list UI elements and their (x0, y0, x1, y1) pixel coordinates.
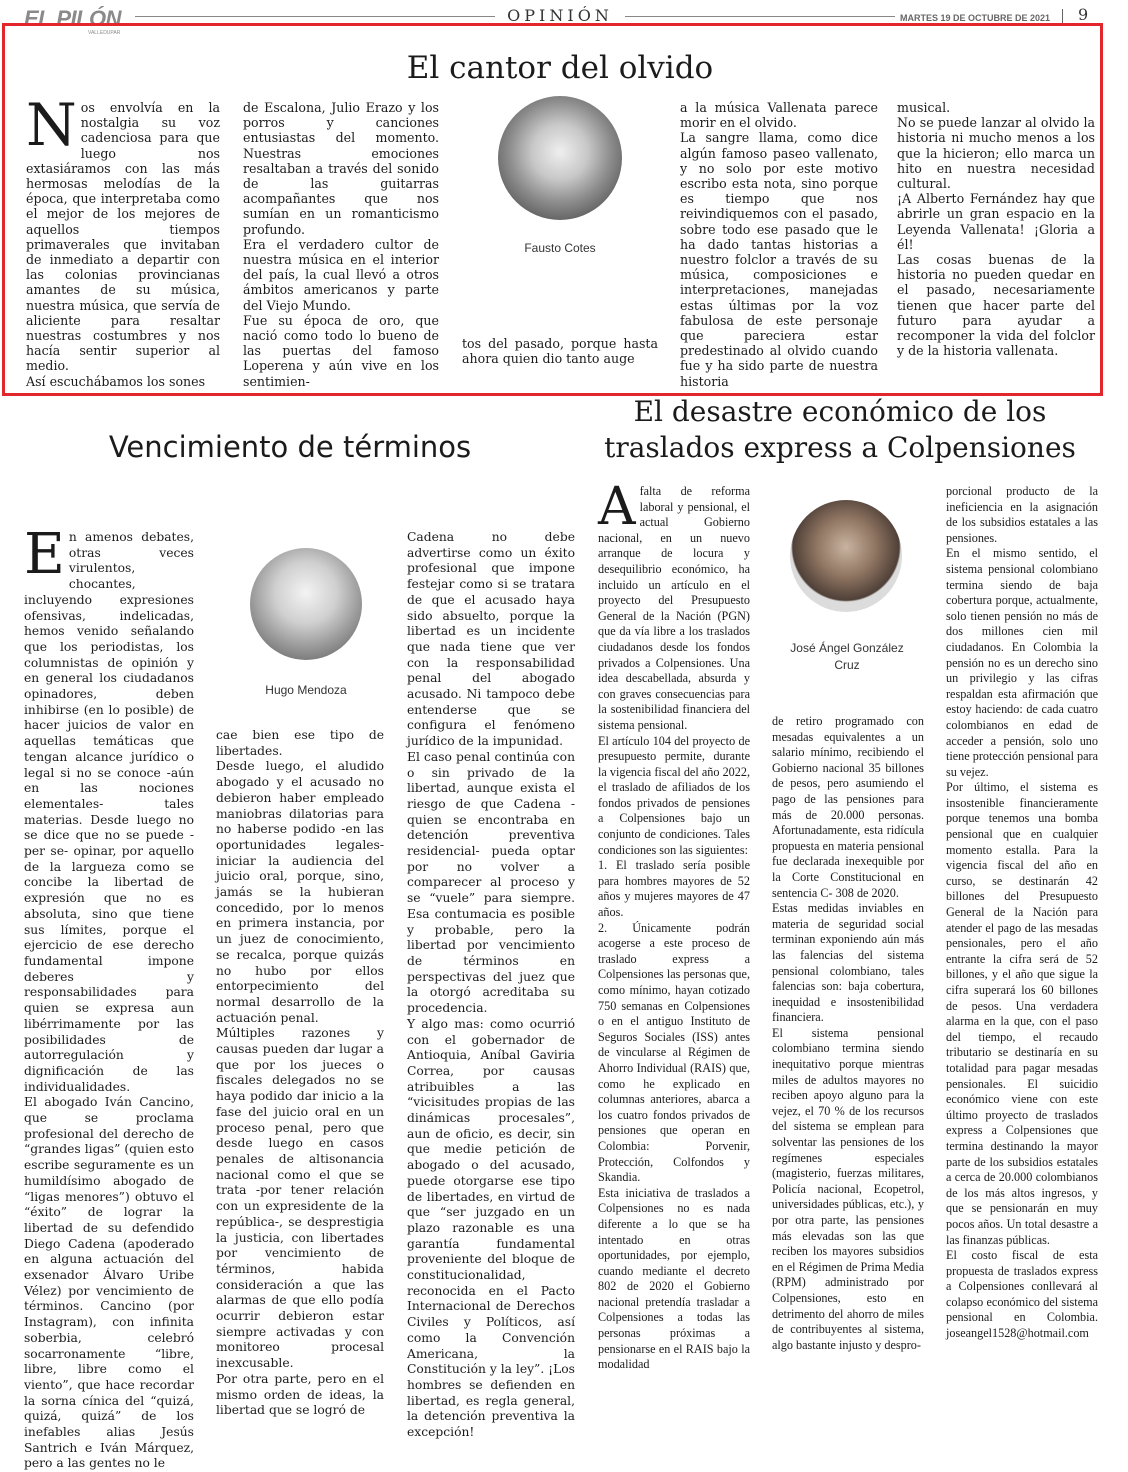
article-column (24, 522, 194, 1471)
author-photo (498, 96, 622, 220)
paragraph: 1. El traslado sería posible para hombres mayores de 52 años y mujeres mayores de 47 años. (598, 858, 750, 920)
paragraph: Las cosas buenas de la historia no pueden quedar en el pasado, necesariamente tienen que hacer parte del futuro para ayudar a recomponer la vida del folclor y de la historia vallenata. (897, 252, 1095, 359)
article-column (243, 100, 439, 389)
article-column (26, 91, 220, 389)
author-photo (250, 548, 362, 660)
paragraph: musical. (897, 100, 951, 115)
logo: EL PILÓN (24, 6, 122, 31)
paragraph: de Escalona, Julio Erazo y los porros y canciones entusiastas del momento. Nuestras emociones resaltaban a través del sonido de las guitarras acompañantes que nos sumían en un romanticismo profundo. (243, 100, 439, 237)
paragraph: El costo fiscal de esta propuesta de traslados express a Colpensiones conllevará al colapso económico del sistema pensional en Colombia. joseangel1528@hotmail.com (946, 1248, 1098, 1341)
author-name: José Ángel González Cruz (790, 641, 904, 672)
paragraph: Cadena no debe advertirse como un éxito profesional que impone festejar como si se tratara de que el acusado haya sido absuelto, porque la libertad es un incidente que nada tiene que ver con la responsabilidad penal del abogado acusado. Ni tampoco debe entenderse que se configura el fenómeno jurídico de la impunidad. (407, 530, 575, 749)
paragraph: Así escuchábamos los sones (26, 373, 206, 389)
paragraph: de retiro programado con mesadas equivalentes a un salario mínimo, recibiendo el Gobierno nacional 35 billones de pesos, pero asumiendo el pago de las pensiones para más de 20.000 personas. Afortunadamente, esta ridícula propuesta en materia pensional fue declarada inexequible por la Corte Constitucional en sentencia C- 308 de 2020. (772, 714, 924, 900)
drop-cap: N (26, 91, 77, 159)
paragraph: No se puede lanzar al olvido la historia ni mucho menos a los que la hicieron; ello marca un hito en nuestra necesidad cultural. (897, 115, 1095, 192)
paragraph: Y algo mas: como ocurrió con el gobernador de Antioquia, Aníbal Gaviria Correa, por causas atribuibles a las “vicisitudes propias de las dinámicas procesales”, aun de oficio, es decir, sin que medie petición de abogado o del acusado, puede otorgarse ese tipo de libertades, en virtud de que “ser juzgado en un plazo razonable es una garantía fundamental proveniente del bloque de constitucionalidad, reconocida en el Pacto Internacional de Derechos Civiles y Políticos, así como la Convención Americana, la Constitución y la ley”. ¡Los hombres se defienden en libertad, es regla general, la detención preventiva la excepción! (407, 1016, 575, 1440)
paragraph: Era el verdadero cultor de nuestra música en el interior del país, la cual llevó a otros ámbitos americanos y parte del Viejo Mundo. (243, 236, 439, 313)
paragraph: Múltiples razones y causas pueden dar lugar a que por los jueces o fiscales delegados no se haya podido dar inicio a la fase del juicio oral en un proceso penal, pero que desde luego en casos penales de altisonancia nacional como el que se trata -por tener relación con un expresidente de la república-, se desprestigia la justicia, con libertades por vencimiento de términos, habida consideración a que las alarmas de que ello podía ocurrir debieron estar siempre activadas y con monitoreo procesal inexcusable. (216, 1026, 384, 1371)
drop-cap: E (24, 522, 65, 587)
author-photo (790, 500, 902, 612)
issue-date: MARTES 19 DE OCTUBRE DE 2021 (900, 13, 1051, 23)
article-title-line: El desastre económico de los (633, 395, 1047, 428)
author-name: Hugo Mendoza (265, 683, 347, 697)
paragraph: El abogado Iván Cancino, que se proclama profesional del derecho de “grandes ligas” (quien esto escribe seguramente es un humildísimo abogado de “ligas menores”) obtuvo el “éxito” de lograr la libertad de su defendido Diego Cadena (apoderado en alguna actuación del exsenador Álvaro Uribe Vélez) por vencimiento de términos. Cancino (por Instagram), con infinita soberbia, celebró socarronamente “libre, libre, libre como el viento”, que hace recordar la sorna cínica del “quizá, quizá, quizá” de los inefables alias Jesús Santrich e Iván Márquez, pero a las gentes no le (24, 1095, 194, 1471)
drop-cap: A (598, 477, 636, 537)
paragraph: porcional producto de la ineficiencia en la asignación de los subsidios estatales a las pensiones. (946, 484, 1098, 545)
paragraph: Estas medidas inviables en materia de seguridad social terminan exponiendo aún más las falencias del sistema pensional colombiano, tales falencias son: baja cobertura, inequidad e insostenibilidad financiera. (772, 901, 924, 1025)
paragraph: 2. Únicamente podrán acogerse a este proceso de traslado express a Colpensiones las personas que, como mínimo, hayan cotizado 750 semanas en Colpensiones o en el antiguo Instituto de Seguros Sociales (ISS) antes de vincularse al Régimen de Ahorro Individual (RAIS) que, como he explicado en columnas anteriores, abarca a los cuatro fondos privados de pensiones que operan en Colombia: Porvenir, Protección, Colfondos y Skandia. (598, 920, 750, 1185)
paragraph: Esta iniciativa de traslados a Colpensiones no es nada diferente a lo que se ha intentado en otras oportunidades, por ejemplo, cuando mediante el decreto 802 de 2020 el Gobierno nacional pretendía trasladar a Colpensiones a todas las personas próximas a pensionarse en el RAIS bajo la modalidad (598, 1185, 750, 1372)
paragraph: Fue su época de oro, que nació como todo lo bueno de las puertas del famoso Loperena y aún vive en los sentimien- (243, 312, 439, 389)
paragraph: Nos envolvía en la nostalgia su voz cadenciosa para que luego nos extasiáramos con las más hermosas melodías de la época, que interpretaba como el mejor de los mejores de aquellos tiempos primaverales que invitaban de inmediato a departir con las colonias provincianas amantes de su música, nuestra música, que servía de aliciente para resaltar nuestras costumbres y nos hacía sentir superior al medio. (26, 91, 220, 374)
paragraph: Afalta de reforma laboral y pensional, el actual Gobierno nacional, en un nuevo arranque de locura y desequilibrio económico, ha incluido un artículo en el proyecto del Presupuesto General de la Nación (PGN) que da vía libre a los traslados ciudadanos desde los fondos privados a Colpensiones. Una idea descabellada, absurda y con graves consecuencias para la sostenibilidad financiera del sistema pensional. (598, 477, 750, 732)
paragraph: La sangre llama, como dice algún famoso paseo vallenato, y no solo por este motivo escribo esta nota, sino porque es tiempo que nos reivindiquemos con el pasado, sobre todo ese pasado que le ha dado tantas historias a nuestro folclor a través de su música, composiciones e interpretaciones, manejadas estas últimas por la voz fabulosa de este personaje que pareciera estar predestinado al olvido cuando fue y ha sido parte de nuestra historia (680, 130, 878, 389)
paragraph: Por otra parte, pero en el mismo orden de ideas, la libertad que se logró de (216, 1371, 384, 1418)
paragraph: En amenos debates, otras veces virulentos, chocantes, incluyendo expresiones ofensivas, indelicadas, hemos venido señalando que los periodistas, los columnistas de opinión y en general los ciudadanos opinadores, deben inhibirse (en lo posible) de hacer juicios de valor en aquellas temáticas que tengan alcance jurídico o legal si no se conoce -aún en las nociones elementales- tales materias. Desde luego no se dice que no se puede -per se- opinar, por aquello de la largueza como se concibe la libertad de expresión que no es absoluta, sino que tiene sus límites, porque el ejercicio de ese derecho fundamental impone deberes y responsabilidades para quien se expresa aun libérrimamente por las posibilidades de autorregulación y dignificación de las individualidades. (24, 522, 194, 1094)
article-title: El cantor del olvido (406, 50, 714, 86)
paragraph: El caso penal continúa con o sin privado de la libertad, aunque exista el riesgo de que Cadena -quien se encontraba en detención preventiva residencial- pueda optar por no volver a comparecer al proceso y se “vuele” para siempre. Esa contumacia es posible y probable, pero la libertad por vencimiento de términos en perspectivas del juez que la otorgó acreditaba su procedencia. (407, 749, 575, 1016)
paragraph: ¡A Alberto Fernández hay que abrirle un gran espacio en la Leyenda Vallenata! ¡Gloria a él! (897, 191, 1095, 252)
logo-subtitle: VALLEDUPAR (88, 30, 121, 36)
article-title (590, 394, 1090, 466)
section-name: OPINIÓN (507, 6, 613, 25)
article-column (946, 484, 1098, 1416)
paragraph: a la música Vallenata parece morir en el olvido. (680, 100, 878, 131)
article-column (897, 100, 1095, 370)
paragraph: cae bien ese tipo de libertades. (216, 728, 384, 758)
paragraph: tos del pasado, porque hasta ahora quien dio tanto auge (462, 336, 658, 367)
header-rule (625, 16, 895, 17)
article-column (216, 728, 384, 1418)
article-title-line: traslados express a Colpensiones (604, 431, 1076, 464)
article-title: Vencimiento de términos (108, 430, 472, 464)
article-column (680, 100, 878, 389)
paragraph: Por último, el sistema es insostenible financieramente porque tenemos una bomba pensional que en cualquier momento estalla. Para la vigencia fiscal del año en curso, se destinarán 42 billones del Presupuesto General de la Nación para atender el pago de las mesadas pensionales, pero el año entrante la cifra será de 52 billones, y el año que sigue la cifra superará los 60 billones de pesos. Una verdadera alarma en la que, con el paso del tiempo, el recaudo tributario se destinaría en su totalidad para pagar mesadas pensionales. El suicidio económico viene con este último proyecto de traslados express a Colpensiones que termina destinando la mayor parte de los subsidios estatales a cerca de 20.000 colombianos de los más altos ingresos, y que se pensionarán en muy pocos años. Un total desastre a las finanzas públicas. (946, 780, 1098, 1247)
article-column (772, 714, 924, 1416)
article-column (462, 336, 658, 370)
article-column (407, 530, 575, 1440)
paragraph: El artículo 104 del proyecto de presupuesto permite, durante la vigencia fiscal del año 2022, el traslado de afiliados de los fondos privados de pensiones a Colpensiones bajo un conjunto de condiciones. Tales condiciones son las siguientes: (598, 733, 750, 857)
article-column (598, 477, 750, 1416)
paragraph: En el mismo sentido, el sistema pensional colombiano termina siendo de baja cobertura porque, actualmente, solo tienen pensión no más de dos millones cien mil ciudadanos. En Colombia la pensión no es un derecho sino un privilegio y las cifras respaldan esta afirmación que estoy haciendo: de cada cuatro colombianos en edad de acceder a pensión, solo uno tiene protección pensional para su vejez. (946, 546, 1098, 779)
paragraph: Desde luego, el aludido abogado y el acusado no debieron haber empleado maniobras dilatorias para no haberse podido -en las oportunidades legales- iniciar la audiencia del juicio oral, porque, sino, jamás se la hubieran concedido, por lo menos en primera instancia, por un juez de conocimiento, se recalca, porque quizás no hubo por ellos entorpecimiento del normal desarrollo de la actuación penal. (216, 759, 384, 1025)
page-number: 9 (1078, 5, 1089, 24)
author-name: Fausto Cotes (524, 241, 596, 255)
header-rule (135, 16, 495, 17)
paragraph: El sistema pensional colombiano termina siendo inequitativo porque mientras miles de adultos mayores no reciben apoyo alguno para la vejez, el 70 % de los recursos del sistema se emplean para solventar las pensiones de los regímenes especiales (magisterio, fuerzas militares, Policía nacional, Ecopetrol, universidades públicas, etc.), y por otra parte, las pensiones más elevadas son las que reciben los mayores subsidios en el Régimen de Prima Media (RPM) administrado por Colpensiones, esto en detrimento del ahorro de miles de contribuyentes al sistema, algo bastante injusto y despro- (772, 1025, 924, 1352)
